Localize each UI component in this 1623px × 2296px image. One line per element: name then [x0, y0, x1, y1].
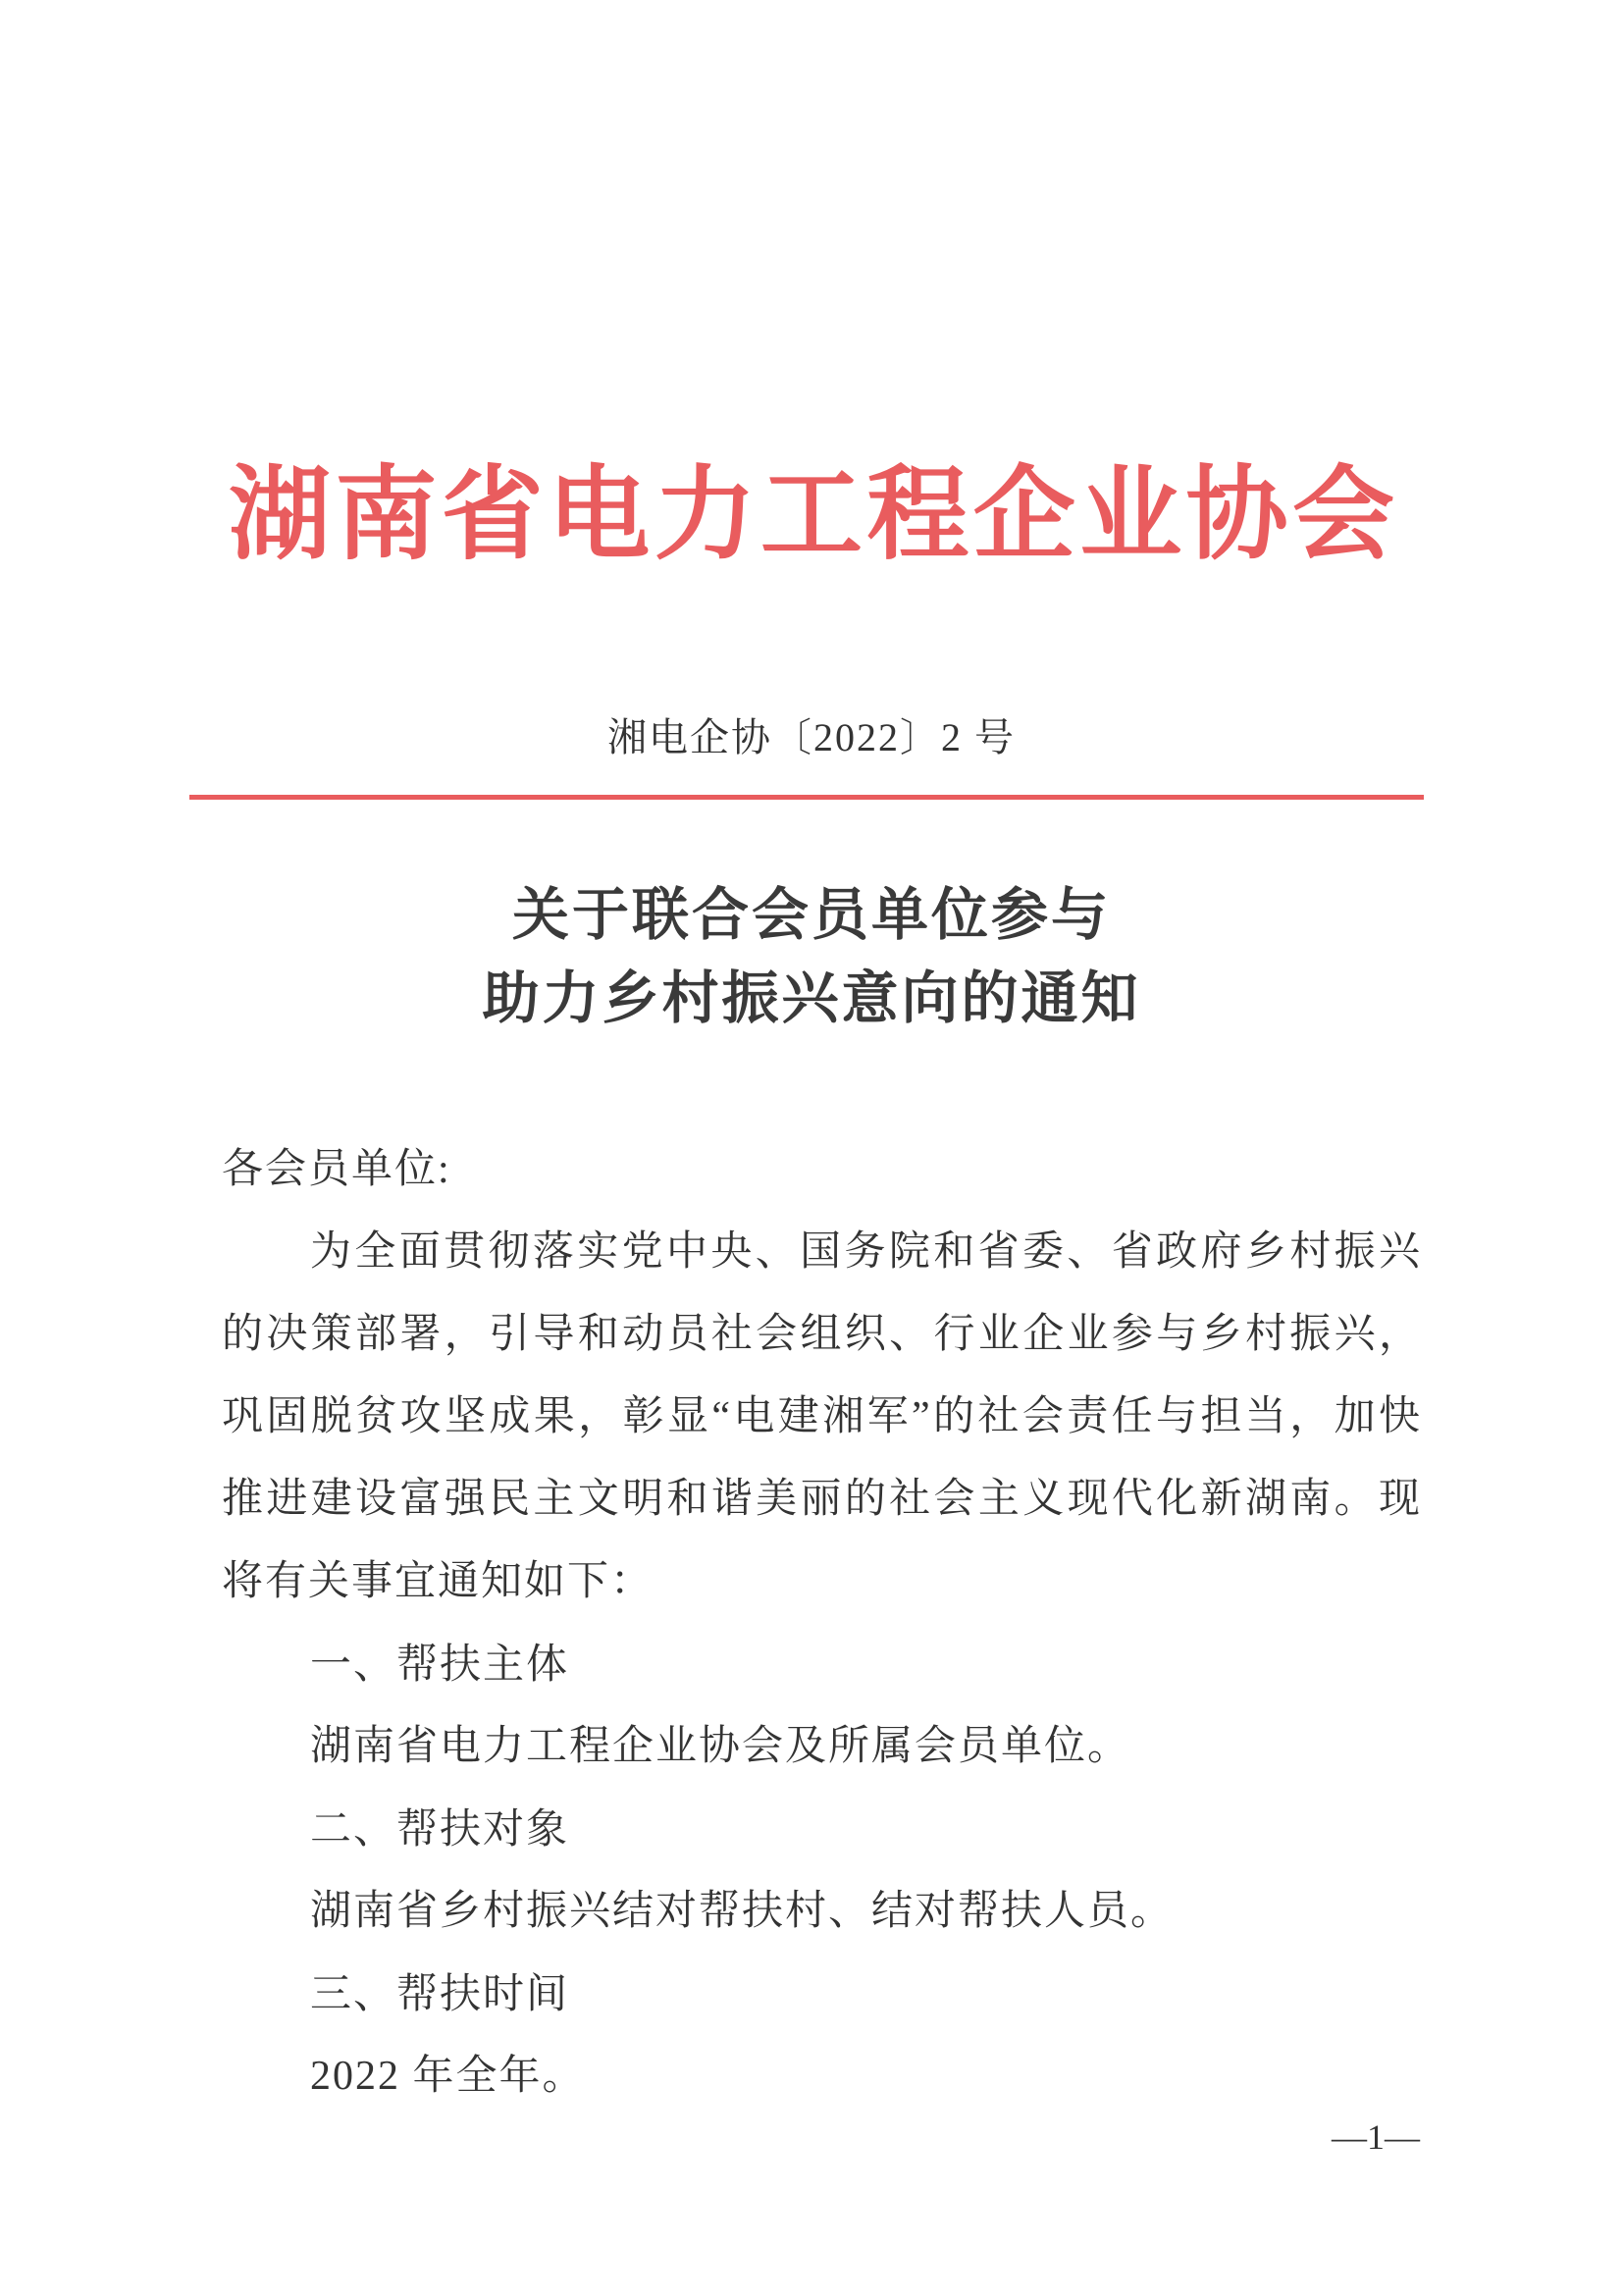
salutation: 各会员单位: [222, 1147, 451, 1192]
document-number: 湘电企协〔2022〕2 号 [607, 715, 1016, 759]
section-content-support-period: 2022 年全年。 [310, 2054, 586, 2099]
section-content-support-target: 湖南省乡村振兴结对帮扶村、结对帮扶人员。 [310, 1889, 1175, 1934]
section-heading-support-period: 三、帮扶时间 [310, 1970, 570, 2016]
issuing-organization-header: 湖南省电力工程企业协会 [229, 459, 1394, 572]
title-line-2: 助力乡村振兴意向的通知 [482, 966, 1141, 1030]
intro-paragraph-line: 推进建设富强民主文明和谐美丽的社会主义现代化新湖南。现 [222, 1477, 1420, 1522]
section-content-support-subject: 湖南省电力工程企业协会及所属会员单位。 [310, 1724, 1131, 1769]
red-separator-line [189, 795, 1424, 800]
intro-paragraph-line: 将有关事宜通知如下： [222, 1559, 654, 1604]
section-heading-support-subject: 一、帮扶主体 [310, 1641, 570, 1687]
intro-paragraph-line: 巩固脱贫攻坚成果，彰显“电建湘军”的社会责任与担当，加快 [222, 1394, 1420, 1439]
intro-paragraph-line: 的决策部署，引导和动员社会组织、行业企业参与乡村振兴， [222, 1312, 1420, 1357]
intro-paragraph-line: 为全面贯彻落实党中央、国务院和省委、省政府乡村振兴 [310, 1229, 1420, 1275]
page-number: —1— [1332, 2117, 1420, 2157]
document-body [222, 1128, 1420, 2117]
title-line-1: 关于联合会员单位参与 [511, 883, 1111, 947]
section-heading-support-target: 二、帮扶对象 [310, 1805, 570, 1852]
document-title [0, 873, 1623, 1040]
